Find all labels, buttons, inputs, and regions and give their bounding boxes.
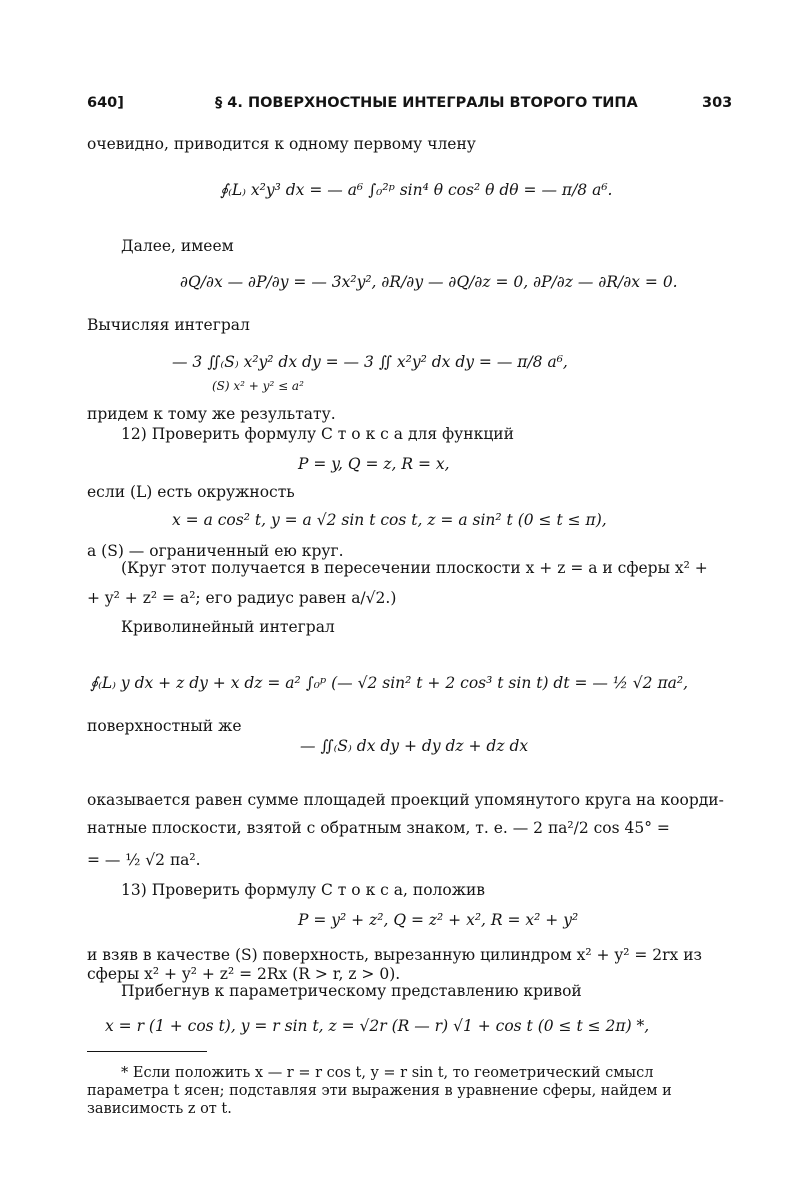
text-line: поверхностный же [87, 717, 242, 735]
text-line: придем к тому же результату. [87, 405, 336, 423]
text-line: = — ½ √2 πa². [87, 851, 201, 869]
footnote-rule [87, 1051, 207, 1052]
equation: ∮₍L₎ x²y³ dx = — a⁶ ∫₀²ᵖ sin⁴ θ cos² θ dθ = — π/8 a⁶. [220, 181, 613, 199]
text-line: Вычисляя интеграл [87, 316, 250, 334]
text-line: если (L) есть окружность [87, 483, 295, 501]
text-line: сферы x² + y² + z² = 2Rx (R > r, z > 0). [87, 965, 401, 983]
text-line: + y² + z² = a²; его радиус равен a/√2.) [87, 589, 397, 607]
text-line: (Круг этот получается в пересечении плоскости x + z = a и сферы x² + [121, 559, 708, 577]
text-line: 13) Проверить формулу С т о к с а, положив [121, 881, 486, 899]
equation: — 3 ∬₍S₎ x²y² dx dy = — 3 ∬ x²y² dx dy = — π/8 a⁶, [172, 353, 568, 371]
running-title: § 4. ПОВЕРХНОСТНЫЕ ИНТЕГРАЛЫ ВТОРОГО ТИПА [215, 95, 638, 111]
text-line: и взяв в качестве (S) поверхность, вырезанную цилиндром x² + y² = 2rx из [87, 946, 703, 964]
equation: P = y, Q = z, R = x, [298, 455, 450, 473]
text-line: Далее, имеем [121, 237, 234, 255]
equation-subscript: (S) x² + y² ≤ a² [212, 379, 304, 393]
equation: x = a cos² t, y = a √2 sin t cos t, z = a sin² t (0 ≤ t ≤ π), [172, 511, 607, 529]
text-line: 12) Проверить формулу С т о к с а для функций [121, 425, 514, 443]
equation: — ∬₍S₎ dx dy + dy dz + dz dx [300, 737, 529, 755]
text-line: Криволинейный интеграл [121, 618, 335, 636]
text-line: Прибегнув к параметрическому представлению кривой [121, 982, 582, 1000]
footnote-line: * Если положить x — r = r cos t, y = r sin t, то геометрический смысл [121, 1065, 654, 1081]
text-line: оказывается равен сумме площадей проекций упомянутого круга на коорди- [87, 791, 724, 809]
footnote-line: зависимость z от t. [87, 1101, 232, 1117]
footnote-line: параметра t ясен; подставляя эти выражения в уравнение сферы, найдем и [87, 1083, 672, 1099]
page-number: 303 [702, 95, 733, 111]
text-line: очевидно, приводится к одному первому члену [87, 135, 476, 153]
equation: x = r (1 + cos t), y = r sin t, z = √2r (R — r) √1 + cos t (0 ≤ t ≤ 2π) *, [105, 1017, 650, 1035]
equation: P = y² + z², Q = z² + x², R = x² + y² [298, 911, 579, 929]
text-line: натные плоскости, взятой с обратным знаком, т. е. — 2 πa²/2 cos 45° = [87, 819, 670, 837]
text-line: а (S) — ограниченный ею круг. [87, 542, 344, 560]
section-ref: 640] [87, 95, 124, 111]
equation: ∂Q/∂x — ∂P/∂y = — 3x²y², ∂R/∂y — ∂Q/∂z = 0, ∂P/∂z — ∂R/∂x = 0. [180, 273, 678, 291]
equation: ∮₍L₎ y dx + z dy + x dz = a² ∫₀ᵖ (— √2 sin² t + 2 cos³ t sin t) dt = — ½ √2 πa², [90, 674, 689, 692]
